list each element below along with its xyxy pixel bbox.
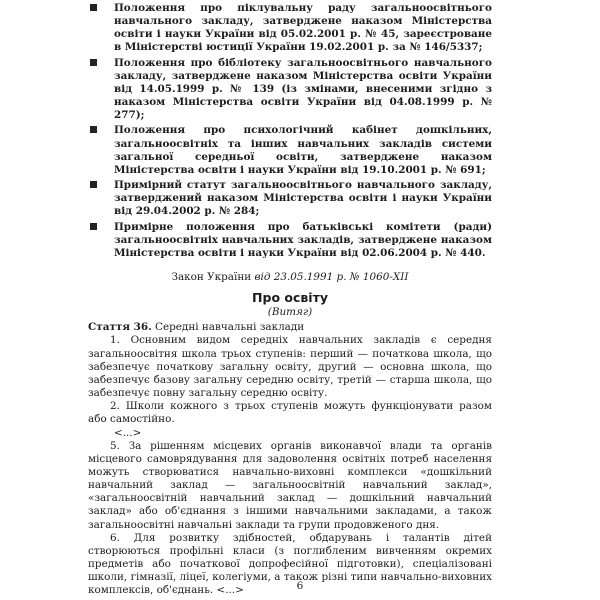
law-ref-prefix: Закон України: [171, 270, 252, 283]
list-item: Положення про психологічний кабінет дошкільних, загальноосвітніх та інших навчальних закладів системи загальної середньої освіти, затверджене наказом Міністерства освіти і науки України від 19.10.2001 р. № 691;: [88, 124, 492, 177]
article-36: [88, 321, 492, 597]
list-item: Примірний статут загальноосвітнього навчального закладу, затверджений наказом Міністерства освіти і науки України від 29.04.2002 р. № 284;: [88, 179, 492, 218]
page-content: [88, 2, 492, 598]
list-item: Положення про піклувальну раду загальноосвітнього навчального закладу, затверджене наказом Міністерства освіти і науки України від 05.02.2001 р. № 45, зареєстроване в Міністерстві юстиції України 19.02.2001 р. за № 146/5337;: [88, 2, 492, 55]
article-heading: [88, 321, 492, 334]
list-item: Примірне положення про батьківські комітети (ради) загальноосвітніх навчальних закладів, затверджене наказом Міністерства освіти і науки України від 02.06.2004 р. № 440.: [88, 221, 492, 260]
article-paragraph: 5. За рішенням місцевих органів виконавчої влади та органів місцевого самоврядування для задоволення освітніх потреб населення можуть створюватися навчально-виховні комплекси «дошкільний навчальний заклад — загальноосвітній навчальний заклад», «загальноосвітній навчальний заклад — дошкільний навчальний заклад» або об'єднання з іншими навчальними закладами, а також загальноосвітні навчальні заклади та групи продовженого дня.: [88, 439, 492, 531]
square-bullet-icon: [90, 59, 97, 66]
article-paragraph: 1. Основним видом середніх навчальних закладів є середня загальноосвітня школа трьох ступенів: перший — початкова школа, що забезпечує початкову загальну освіту, другий — основна школа, що забезпечує базову загальну середню освіту, третій — старша школа, що забезпечує повну загальну середню освіту.: [88, 334, 492, 400]
omission-mark: <...>: [114, 426, 142, 439]
square-bullet-icon: [90, 126, 97, 133]
regulations-list: [88, 2, 492, 260]
article-label: Стаття 36.: [88, 321, 152, 334]
law-ref-date-number: від 23.05.1991 р. № 1060-XII: [254, 270, 409, 283]
square-bullet-icon: [90, 223, 97, 230]
page-number: 6: [296, 580, 304, 592]
article-paragraph: 2. Школи кожного з трьох ступенів можуть функціонувати разом або самостійно.: [88, 400, 492, 426]
article-paragraph: 6. Для розвитку здібностей, обдарувань і талантів дітей створюються профільні класи (з поглибленим вивченням окремих предметів або початкової допрофесійної підготовки), спеціалізовані школи, гімназії, ліцеї, колегіуми, а також різні типи навчально-виховних комплексів, об'єднань. <...>: [88, 531, 492, 597]
article-title: Середні навчальні заклади: [155, 321, 305, 334]
square-bullet-icon: [90, 181, 97, 188]
document-title: Про освіту: [252, 290, 328, 306]
square-bullet-icon: [90, 4, 97, 11]
law-reference: [88, 271, 492, 284]
excerpt-label: (Витяг): [267, 306, 313, 319]
list-item: Положення про бібліотеку загальноосвітнього навчального закладу, затверджене наказом Міністерства освіти України від 14.05.1999 р. № 139 (із змінами, внесеними згідно з наказом Міністерства освіти України від 04.08.1999 р. № 277);: [88, 57, 492, 123]
